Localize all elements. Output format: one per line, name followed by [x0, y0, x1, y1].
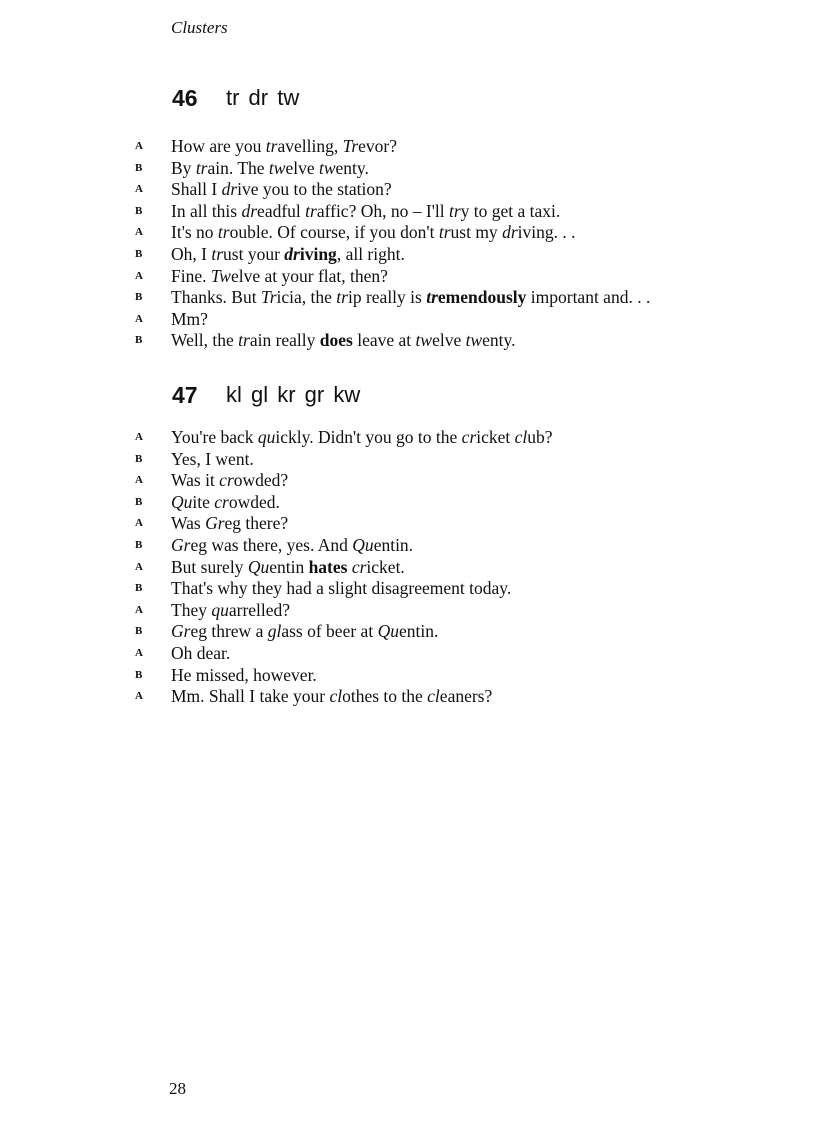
speech-segment: You're back [171, 427, 258, 447]
speaker-label: B [135, 204, 143, 217]
speech-segment: ust your [223, 243, 285, 264]
cluster-highlight: tr [305, 200, 317, 221]
speaker-label: A [135, 183, 144, 196]
cluster-highlight: Qu [171, 491, 193, 512]
speech-segment: ip really is [347, 287, 427, 308]
speaker-label: A [135, 431, 144, 443]
speech-text [171, 600, 290, 622]
speech-segment: evor? [358, 136, 398, 156]
speech-segment: eg was there, yes. And [190, 534, 353, 555]
dialogue-line [135, 513, 775, 535]
speaker-label: A [135, 474, 144, 487]
speaker-label: A [135, 517, 144, 530]
speech-segment: Yes, I went. [171, 448, 254, 469]
dialogue-line [135, 557, 775, 579]
speech-text [171, 578, 511, 600]
section-heading [135, 85, 775, 115]
speech-segment: entin. [398, 621, 439, 642]
cluster-highlight: cr [219, 470, 234, 491]
speech-text [171, 287, 650, 309]
speech-segment: enty. [335, 157, 369, 178]
speech-segment: , all right. [336, 243, 405, 264]
speech-segment: ub? [527, 427, 553, 447]
speech-segment: Oh, I [171, 243, 212, 264]
cluster-highlight: tw [415, 330, 433, 351]
dialogue [135, 427, 775, 708]
speaker-label: B [135, 668, 143, 681]
dialogue-line [135, 427, 775, 449]
speech-text [171, 470, 288, 492]
cluster-highlight: tr [211, 243, 224, 264]
cluster-highlight: tr [438, 222, 451, 243]
speech-segment: ass of beer at [281, 621, 378, 642]
dialogue-line [135, 449, 775, 471]
cluster-highlight: Gr [171, 621, 191, 642]
speaker-label: B [135, 247, 143, 260]
cluster-highlight: qu [257, 427, 276, 447]
speech-segment: eg threw a [190, 621, 268, 642]
speech-segment: iving. . . [517, 222, 576, 243]
speech-text [171, 557, 405, 579]
dialogue-line [135, 600, 775, 622]
speech-text [171, 535, 413, 557]
cluster-highlight: cl [329, 686, 343, 707]
cluster-highlight: Tr [342, 136, 359, 156]
speaker-label: B [135, 452, 143, 465]
speech-segment: It's no [171, 222, 218, 243]
speech-text [171, 665, 317, 687]
speech-segment: icket. [366, 556, 405, 577]
dialogue-line [135, 158, 775, 180]
speaker-label: A [135, 269, 144, 282]
speech-text [171, 621, 438, 643]
section-sounds: kl gl kr gr kw [226, 382, 361, 407]
section-number: 47 [172, 382, 198, 408]
speech-segment: affic? Oh, no – I'll [316, 200, 449, 221]
dialogue-line [135, 136, 775, 158]
speech-segment: ain really [249, 330, 320, 351]
speech-segment: important and. . . [526, 287, 651, 308]
speech-segment: ain. The [207, 157, 269, 178]
cluster-highlight: Tw [210, 265, 231, 286]
speech-segment: ouble. Of course, if you don't [229, 222, 439, 243]
speech-text [171, 309, 208, 331]
speech-segment: But surely [171, 556, 248, 577]
speech-segment: entin [269, 556, 309, 577]
cluster-highlight: Gr [171, 534, 191, 555]
speech-segment: eg there? [224, 513, 289, 534]
speech-text [171, 427, 553, 449]
cluster-highlight: dr [221, 179, 238, 200]
speech-text [171, 492, 280, 514]
speech-segment: arrelled? [228, 599, 291, 620]
cluster-highlight: cr [351, 556, 367, 577]
dialogue-line [135, 309, 775, 331]
speaker-label: B [135, 291, 143, 304]
cluster-highlight: tr [448, 200, 461, 221]
speech-segment: eadful [257, 200, 306, 221]
speech-segment: owded. [228, 491, 280, 512]
cluster-highlight: tw [318, 157, 336, 178]
speech-segment: In all this [171, 200, 242, 221]
speech-text [171, 513, 288, 535]
dialogue-line [135, 621, 775, 643]
cluster-highlight: gl [267, 621, 282, 642]
section-47 [135, 382, 775, 708]
cluster-highlight: hates [308, 556, 348, 577]
dialogue-line [135, 665, 775, 687]
speech-segment: ickly. Didn't you go to the [275, 427, 462, 447]
speech-segment: eaners? [439, 686, 493, 707]
page-number: 28 [169, 1079, 186, 1098]
cluster-highlight: iving [299, 243, 337, 264]
speech-segment: He missed, however. [171, 664, 317, 685]
cluster-highlight: cl [514, 427, 528, 447]
speaker-label: A [135, 560, 144, 573]
speech-segment: Mm? [171, 308, 208, 329]
cluster-highlight: Tr [260, 287, 277, 308]
running-head: Clusters [171, 18, 228, 37]
speech-segment: Was [171, 513, 206, 534]
cluster-highlight: cr [214, 491, 229, 512]
speaker-label: A [135, 312, 144, 325]
speaker-label: B [135, 334, 143, 347]
dialogue-line [135, 492, 775, 514]
dialogue-line [135, 201, 775, 223]
dialogue-line [135, 266, 775, 288]
dialogue [135, 136, 775, 352]
dialogue-line [135, 330, 775, 352]
cluster-highlight: Gr [205, 513, 225, 534]
speech-text [171, 222, 575, 244]
speaker-label: B [135, 582, 143, 595]
speech-segment: Fine. [171, 265, 211, 286]
cluster-highlight: emendously [437, 287, 527, 308]
speech-segment: enty. [482, 330, 516, 351]
section-46 [135, 85, 775, 352]
speech-segment: icia, the [276, 287, 337, 308]
speech-segment: ust my [450, 222, 503, 243]
cluster-highlight: dr [284, 243, 300, 264]
section-number: 46 [172, 85, 198, 111]
speech-segment: elve [285, 157, 319, 178]
cluster-highlight: tr [217, 222, 230, 243]
speaker-label: A [135, 690, 144, 703]
speaker-label: B [135, 161, 143, 174]
speech-text [171, 179, 392, 201]
speech-segment: Well, the [171, 330, 239, 351]
cluster-highlight: cl [427, 686, 440, 707]
speaker-label: B [135, 625, 143, 638]
cluster-highlight: tr [195, 157, 208, 178]
speech-segment: entin. [373, 534, 414, 555]
dialogue-line [135, 287, 775, 309]
cluster-highlight: cr [461, 427, 477, 447]
dialogue-line [135, 222, 775, 244]
speech-text [171, 686, 492, 708]
speech-text [171, 266, 388, 288]
speech-segment: Shall I [171, 179, 222, 200]
speech-segment: That's why they had a slight disagreement today. [171, 578, 512, 599]
dialogue-line [135, 470, 775, 492]
speech-segment: elve at your flat, then? [230, 265, 388, 286]
dialogue-line [135, 643, 775, 665]
speech-segment: leave at [352, 330, 416, 351]
cluster-highlight: Qu [377, 621, 399, 642]
speaker-label: B [135, 495, 143, 508]
speech-segment: By [171, 157, 196, 178]
speech-segment: Mm. Shall I take your [171, 686, 330, 707]
speech-segment: They [171, 599, 212, 620]
speech-segment: elve [432, 330, 466, 351]
section-sounds: tr dr tw [226, 85, 300, 110]
dialogue-line [135, 535, 775, 557]
speech-segment: Was it [171, 470, 220, 491]
speech-segment: ive you to the station? [237, 179, 392, 200]
speech-text [171, 330, 516, 352]
speaker-label: A [135, 140, 144, 152]
speech-text [171, 136, 397, 158]
section-heading [135, 382, 775, 412]
speech-segment: y to get a taxi. [460, 200, 561, 221]
cluster-highlight: tw [268, 157, 286, 178]
speech-segment: Oh dear. [171, 642, 231, 663]
cluster-highlight: does [319, 330, 353, 351]
dialogue-line [135, 578, 775, 600]
cluster-highlight: tw [465, 330, 483, 351]
cluster-highlight: Qu [352, 534, 374, 555]
dialogue-line [135, 179, 775, 201]
speech-segment: owded? [233, 470, 289, 491]
speaker-label: A [135, 603, 144, 616]
cluster-highlight: tr [238, 330, 250, 351]
speech-text [171, 244, 405, 266]
speech-segment: icket [476, 427, 515, 447]
speaker-label: A [135, 646, 144, 659]
speech-text [171, 201, 560, 223]
cluster-highlight: tr [265, 136, 278, 156]
cluster-highlight: tr [336, 287, 348, 308]
speech-segment: How are you [171, 136, 266, 156]
speech-text [171, 158, 369, 180]
speech-segment: othes to the [342, 686, 428, 707]
cluster-highlight: tr [426, 287, 438, 308]
dialogue-line [135, 686, 775, 708]
speech-segment: avelling, [277, 136, 343, 156]
speech-text [171, 643, 230, 665]
cluster-highlight: Qu [247, 556, 270, 577]
speech-text [171, 449, 254, 471]
speech-segment: ite [192, 491, 215, 512]
speaker-label: A [135, 226, 144, 239]
dialogue-line [135, 244, 775, 266]
speaker-label: B [135, 538, 143, 551]
speech-segment: Thanks. But [171, 287, 261, 308]
cluster-highlight: dr [241, 200, 258, 221]
cluster-highlight: qu [211, 599, 229, 620]
cluster-highlight: dr [502, 222, 518, 243]
